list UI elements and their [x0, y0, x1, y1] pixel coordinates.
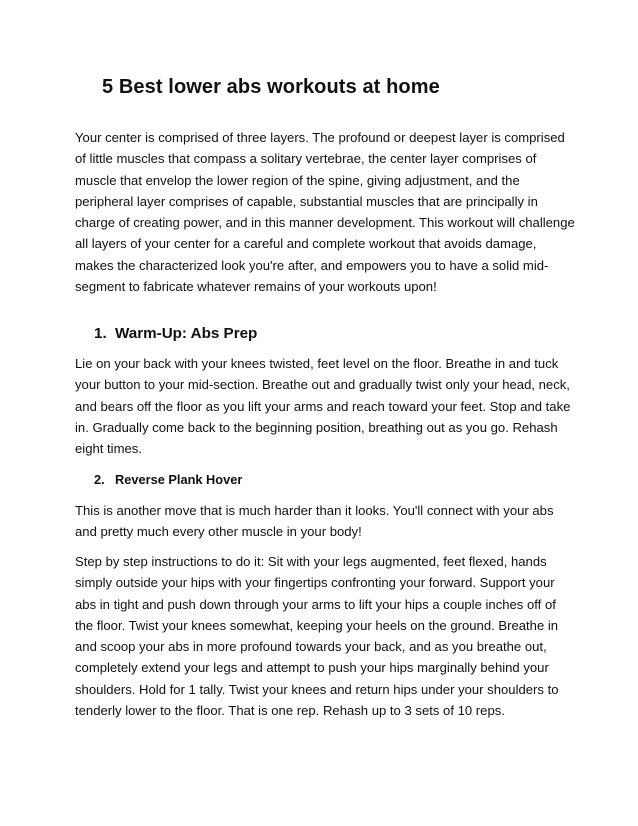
section-1-heading: [94, 325, 257, 342]
section-2-paragraph-1: This is another move that is much harder than it looks. You'll connect with your abs and pretty much every other muscle in your body!: [75, 503, 554, 540]
intro-paragraph: Your center is comprised of three layers. The profound or deepest layer is comprised of little muscles that compass a solitary vertebrae, the center layer comprises of muscle that envelop the lower region of the spine, giving adjustment, and the peripheral layer comprises of capable, substantial muscles that are principally in charge of creating power, and in this manner development. This workout will challenge all layers of your center for a careful and complete workout that avoids damage, makes the characterized look you're after, and empowers you to have a solid mid-segment to fabricate whatever remains of your workouts upon!: [75, 130, 575, 295]
section-2-number: 2.: [94, 472, 105, 487]
page-title: 5 Best lower abs workouts at home: [102, 76, 440, 98]
section-2-heading: [94, 472, 242, 487]
section-1-paragraph: Lie on your back with your knees twisted, feet level on the floor. Breathe in and tuck your button to your mid-section. Breathe out and gradually twist only your head, neck, and bears off the floor as you lift your arms and reach toward your feet. Stop and take in. Gradually come back to the beginning position, breathing out as you go. Rehash eight times.: [75, 356, 571, 457]
section-2-paragraph-2: Step by step instructions to do it: Sit with your legs augmented, feet flexed, hands simply outside your hips with your fingertips confronting your forward. Support your abs in tight and push down through your arms to lift your hips a couple inches off of the floor. Twist your knees somewhat, keeping your heels on the ground. Breathe in and scoop your abs in more profound towards your back, and as you breathe out, completely extend your legs and attempt to push your hips marginally behind your shoulders. Hold for 1 tally. Twist your knees and return hips under your shoulders to tenderly lower to the floor. That is one rep. Rehash up to 3 sets of 10 reps.: [75, 554, 559, 719]
section-2-title: Reverse Plank Hover: [115, 472, 243, 487]
section-1-title: Warm-Up: Abs Prep: [115, 325, 258, 342]
section-1-number: 1.: [94, 325, 107, 342]
